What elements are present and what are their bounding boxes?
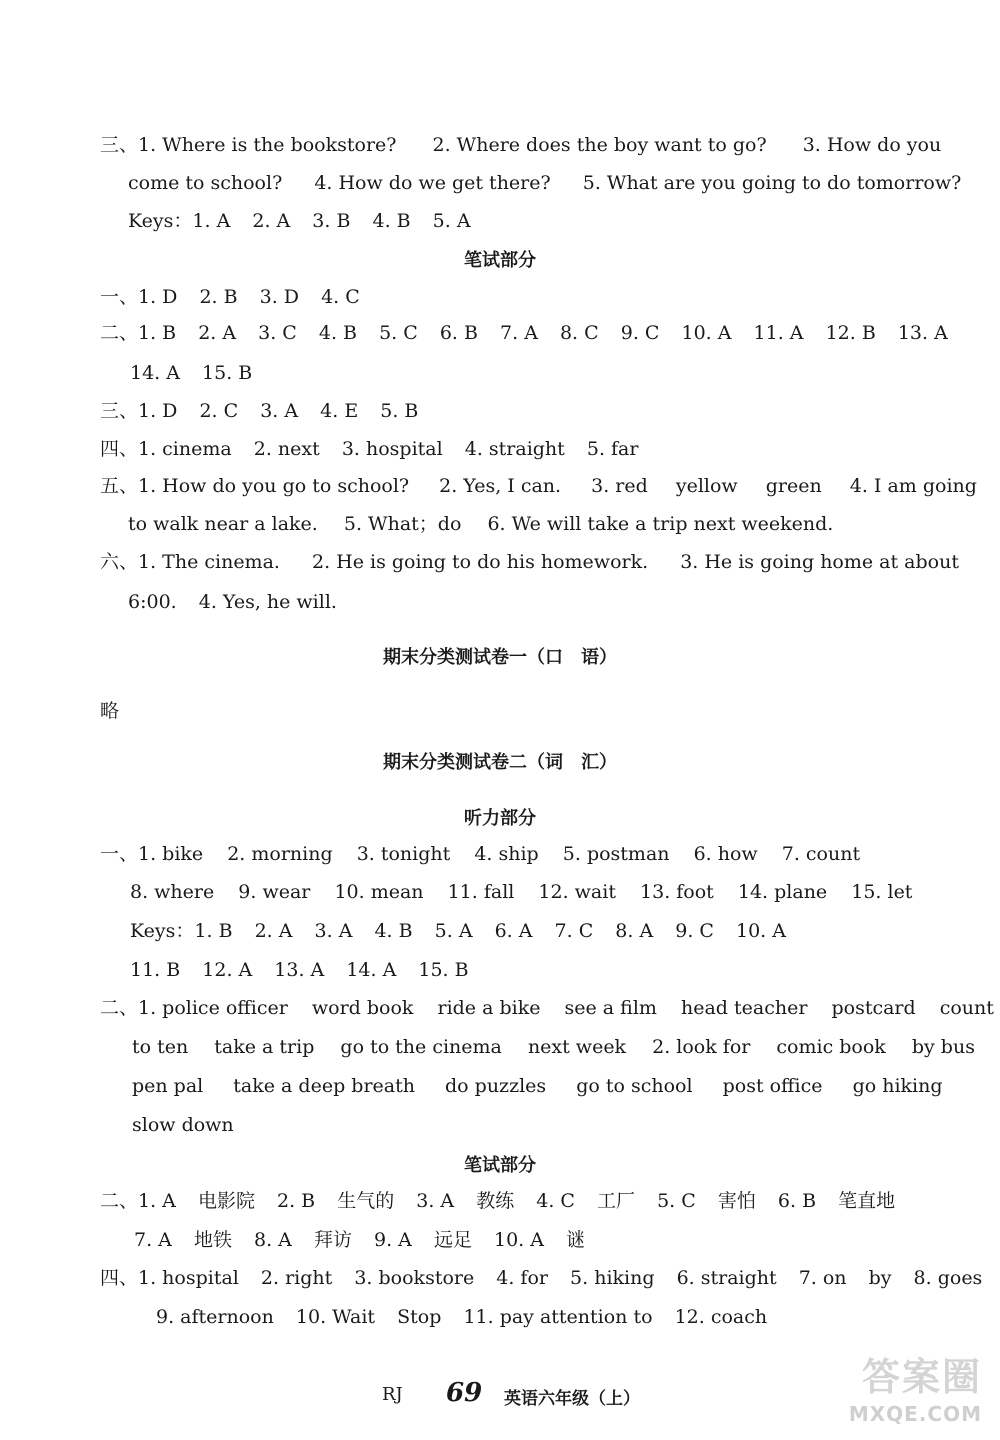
answer-item: 4. I am going: [849, 475, 977, 497]
answer-item: 5. A: [434, 920, 473, 942]
section-heading: 笔试部分: [464, 1155, 536, 1176]
answer-item: 8. A: [615, 920, 654, 942]
answer-item: 14. A: [346, 959, 397, 981]
answer-item: 4. B: [318, 322, 358, 344]
answer-item: 7. A: [134, 1229, 172, 1251]
answer-line: [156, 1304, 767, 1330]
answer-item: take a deep breath: [233, 1075, 415, 1097]
answer-item: 7. count: [781, 843, 861, 865]
answer-item: 5. hiking: [570, 1267, 655, 1289]
watermark-logo: [832, 1346, 982, 1426]
answer-item: 7. C: [554, 920, 594, 942]
edition-code: RJ: [382, 1384, 403, 1405]
answer-item: 4. B: [374, 920, 413, 942]
answer-line: [132, 1073, 943, 1099]
answer-item: 13. foot: [640, 881, 714, 903]
answer-item: 9. C: [675, 920, 714, 942]
answer-item: come to school?: [128, 172, 283, 194]
answer-line: [128, 511, 833, 537]
answer-item: comic book: [776, 1036, 886, 1058]
answer-item: 一、1. D: [100, 286, 178, 308]
answer-item: next week: [527, 1036, 627, 1058]
answer-item: 三、1. Where is the bookstore?: [100, 134, 397, 156]
answer-item: 生气的: [337, 1190, 395, 1212]
answer-item: 2. A: [198, 322, 237, 344]
answer-item: 一、1. bike: [100, 843, 204, 865]
answer-item: 9. afternoon: [156, 1306, 274, 1328]
answer-item: 5. far: [586, 438, 639, 460]
answer-item: 11. A: [753, 322, 804, 344]
test-title: 期末分类测试卷二（词 汇）: [383, 752, 617, 773]
answer-item: 四、1. hospital: [100, 1267, 239, 1289]
answer-item: 4. Yes, he will.: [198, 591, 337, 613]
answer-item: 12. wait: [538, 881, 616, 903]
answer-item: 3. D: [259, 286, 300, 308]
answer-line: [100, 436, 638, 462]
answer-line: [128, 589, 337, 615]
answer-item: 6:00.: [128, 591, 177, 613]
answer-item: go to the cinema: [340, 1036, 502, 1058]
answer-item: 3. A: [314, 920, 353, 942]
answer-item: 10. mean: [334, 881, 424, 903]
answer-item: 7. on: [798, 1267, 847, 1289]
answer-item: 9. A: [374, 1229, 412, 1251]
answer-item: 5. postman: [562, 843, 670, 865]
answer-item: go to school: [576, 1075, 693, 1097]
answer-item: 15. B: [418, 959, 469, 981]
answer-line: [130, 918, 786, 944]
answer-line: [128, 170, 961, 196]
answer-item: by bus: [911, 1036, 975, 1058]
answer-item: 四、1. cinema: [100, 438, 232, 460]
answer-item: 2. C: [199, 400, 239, 422]
answer-item: 2. morning: [227, 843, 333, 865]
answer-item: 二、1. B: [100, 322, 177, 344]
answer-item: to walk near a lake.: [128, 513, 318, 535]
answer-item: 5. C: [657, 1190, 696, 1212]
answer-item: 5. What；do: [343, 513, 462, 535]
answer-item: yellow: [675, 475, 738, 497]
answer-item: 8. C: [559, 322, 599, 344]
answer-item: 14. A: [130, 362, 180, 384]
answer-item: 远足: [433, 1229, 472, 1251]
book-subject: 英语六年级（上）: [504, 1389, 640, 1409]
answer-item: 笔直地: [838, 1190, 896, 1212]
answer-item: 4. B: [372, 210, 411, 232]
answer-line: [132, 1034, 975, 1060]
answer-line: [100, 284, 360, 310]
answer-item: 2. next: [253, 438, 320, 460]
answer-item: 13. A: [274, 959, 325, 981]
answer-item: 12. A: [202, 959, 253, 981]
answer-item: 10. A: [736, 920, 786, 942]
answer-item: 二、1. police officer: [100, 997, 288, 1019]
answer-item: Keys：1. A: [128, 210, 231, 232]
answer-line: [130, 879, 912, 905]
answer-item: 15. let: [851, 881, 913, 903]
answer-item: 2. A: [254, 920, 293, 942]
answer-item: 地铁: [193, 1229, 232, 1251]
answer-item: 2. He is going to do his homework.: [312, 551, 649, 573]
answer-item: 4. C: [321, 286, 360, 308]
answer-item: head teacher: [680, 997, 808, 1019]
answer-line: [100, 549, 959, 575]
answer-item: 4. How do we get there?: [314, 172, 551, 194]
answer-item: 11. pay attention to: [463, 1306, 653, 1328]
omitted-note: 略: [100, 700, 120, 722]
answer-item: 7. A: [500, 322, 538, 344]
answer-item: do puzzles: [445, 1075, 547, 1097]
answer-item: 2. Yes, I can.: [439, 475, 562, 497]
answer-item: 2. look for: [652, 1036, 751, 1058]
answer-item: 10. Wait: [295, 1306, 376, 1328]
answer-item: 6. straight: [676, 1267, 777, 1289]
answer-item: 11. fall: [447, 881, 515, 903]
answer-item: 12. coach: [674, 1306, 768, 1328]
answer-item: 3. hospital: [341, 438, 443, 460]
answer-item: 12. B: [825, 322, 876, 344]
answer-item: 二、1. A: [100, 1190, 176, 1212]
answer-item: 2. B: [277, 1190, 316, 1212]
answer-item: 6. how: [693, 843, 758, 865]
answer-line: [100, 132, 941, 158]
answer-line: [128, 208, 471, 234]
page-number: 69: [446, 1378, 483, 1408]
answer-item: 4. ship: [474, 843, 539, 865]
answer-item: slow down: [132, 1114, 234, 1136]
answer-item: by: [868, 1267, 892, 1289]
answer-item: 11. B: [130, 959, 181, 981]
answer-item: word book: [311, 997, 414, 1019]
answer-item: 8. where: [130, 881, 215, 903]
answer-item: 5. A: [432, 210, 471, 232]
answer-item: take a trip: [214, 1036, 315, 1058]
section-heading: 笔试部分: [464, 250, 536, 271]
answer-item: postcard: [831, 997, 916, 1019]
answer-item: 电影院: [197, 1190, 255, 1212]
answer-item: 3. C: [258, 322, 297, 344]
answer-item: 3. red: [591, 475, 648, 497]
answer-item: 工厂: [597, 1190, 636, 1212]
answer-item: Stop: [397, 1306, 442, 1328]
answer-item: 三、1. D: [100, 400, 178, 422]
answer-item: 15. B: [202, 362, 253, 384]
answer-line: [134, 1227, 585, 1253]
test-title: 期末分类测试卷一（口 语）: [383, 647, 617, 668]
answer-item: pen pal: [132, 1075, 204, 1097]
answer-item: see a film: [564, 997, 657, 1019]
answer-item: 4. straight: [464, 438, 565, 460]
answer-line: [100, 473, 977, 499]
answer-item: 14. plane: [737, 881, 828, 903]
watermark-domain: MXQE.COM: [848, 1402, 982, 1426]
answer-line: [100, 320, 948, 346]
answer-item: 教练: [476, 1190, 515, 1212]
answer-item: 6. A: [494, 920, 533, 942]
answer-item: 拜访: [313, 1229, 352, 1251]
answer-line: [100, 1188, 895, 1214]
answer-item: 10. A: [494, 1229, 544, 1251]
answer-line: [132, 1112, 234, 1138]
answer-line: [100, 995, 994, 1021]
answer-item: 3. How do you: [802, 134, 942, 156]
answer-line: [100, 1265, 982, 1291]
answer-item: Keys：1. B: [130, 920, 233, 942]
answer-line: [130, 957, 469, 983]
answer-item: 6. B: [439, 322, 478, 344]
answer-item: 害怕: [717, 1190, 756, 1212]
answer-item: 3. He is going home at about: [680, 551, 959, 573]
answer-item: 8. goes: [913, 1267, 983, 1289]
answer-item: 3. B: [312, 210, 351, 232]
answer-item: 5. B: [380, 400, 419, 422]
answer-item: 9. C: [620, 322, 660, 344]
answer-item: ride a bike: [437, 997, 541, 1019]
answer-item: 9. wear: [238, 881, 311, 903]
answer-item: 六、1. The cinema.: [100, 551, 280, 573]
section-heading: 听力部分: [464, 808, 536, 829]
answer-item: 4. C: [536, 1190, 575, 1212]
answer-item: 8. A: [254, 1229, 292, 1251]
watermark-text: 答案圈: [861, 1355, 982, 1399]
answer-item: 3. bookstore: [354, 1267, 475, 1289]
answer-item: 谜: [566, 1229, 586, 1251]
answer-item: count: [939, 997, 994, 1019]
answer-item: 五、1. How do you go to school?: [100, 475, 410, 497]
answer-item: 10. A: [681, 322, 732, 344]
answer-item: 6. B: [777, 1190, 817, 1212]
answer-item: 4. E: [320, 400, 359, 422]
answer-line: [100, 398, 418, 424]
answer-item: 2. A: [252, 210, 291, 232]
answer-item: green: [765, 475, 822, 497]
answer-item: 4. for: [496, 1267, 548, 1289]
answer-item: 13. A: [897, 322, 948, 344]
answer-item: post office: [722, 1075, 823, 1097]
answer-item: 3. tonight: [356, 843, 451, 865]
answer-item: 2. Where does the boy want to go?: [432, 134, 767, 156]
answer-item: 6. We will take a trip next weekend.: [487, 513, 834, 535]
answer-item: 2. B: [199, 286, 238, 308]
answer-item: 3. A: [260, 400, 299, 422]
answer-item: to ten: [132, 1036, 189, 1058]
answer-item: 3. A: [416, 1190, 455, 1212]
answer-item: 5. What are you going to do tomorrow?: [582, 172, 962, 194]
answer-line: [100, 841, 860, 867]
answer-item: 5. C: [379, 322, 418, 344]
answer-line: [130, 360, 252, 386]
answer-item: go hiking: [852, 1075, 943, 1097]
answer-item: 2. right: [260, 1267, 333, 1289]
